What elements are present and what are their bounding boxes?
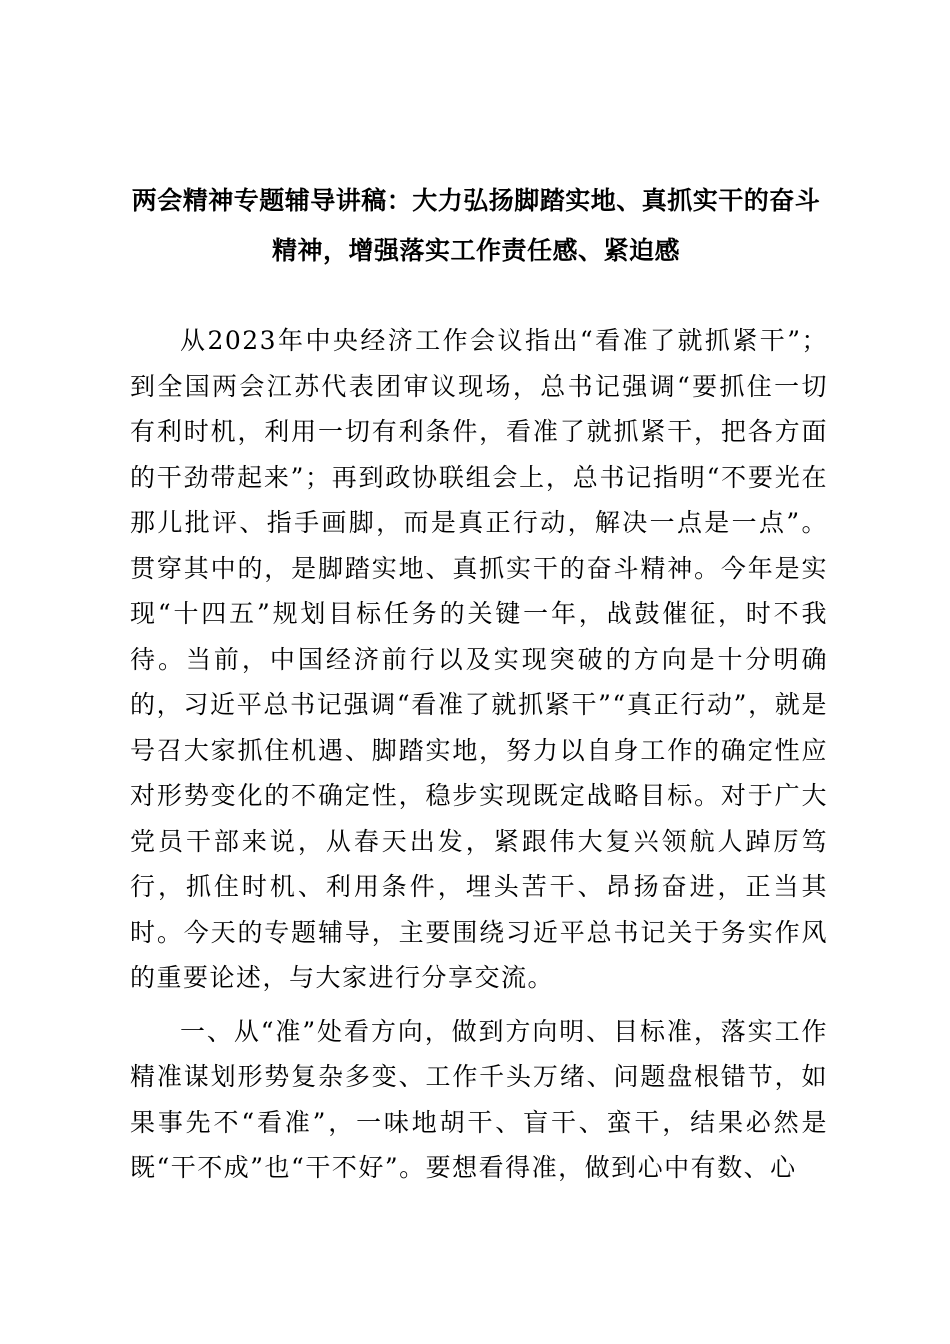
document-body [130, 318, 828, 1191]
paragraph-intro: 从2023年中央经济工作会议指出“看准了就抓紧干”；到全国两会江苏代表团审议现场，总书记强调“要抓住一切有利时机，利用一切有利条件，看准了就抓紧干，把各方面的干劲带起来”；再到政协联组会上，总书记指明“不要光在那儿批评、指手画脚，而是真正行动，解决一点是一点”。贯穿其中的，是脚踏实地、真抓实干的奋斗精神。今年是实现“十四五”规划目标任务的关键一年，战鼓催征，时不我待。当前，中国经济前行以及实现突破的方向是十分明确的，习近平总书记强调“看准了就抓紧干”“真正行动”，就是号召大家抓住机遇、脚踏实地，努力以自身工作的确定性应对形势变化的不确定性，稳步实现既定战略目标。对于广大党员干部来说，从春天出发，紧跟伟大复兴领航人踔厉笃行，抓住时机、利用条件，埋头苦干、昂扬奋进，正当其时。今天的专题辅导，主要围绕习近平总书记关于务实作风的重要论述，与大家进行分享交流。 [130, 326, 828, 992]
document-title: 两会精神专题辅导讲稿：大力弘扬脚踏实地、真抓实干的奋斗精神，增强落实工作责任感、紧迫感 [131, 186, 821, 265]
paragraph-section-one: 一、从“准”处看方向，做到方向明、目标准，落实工作精准谋划形势复杂多变、工作千头万绪、问题盘根错节，如果事先不“看准”，一味地胡干、盲干、蛮干，结果必然是既“干不成”也“干不好”。要想看得准，做到心中有数、心 [130, 1016, 828, 1182]
